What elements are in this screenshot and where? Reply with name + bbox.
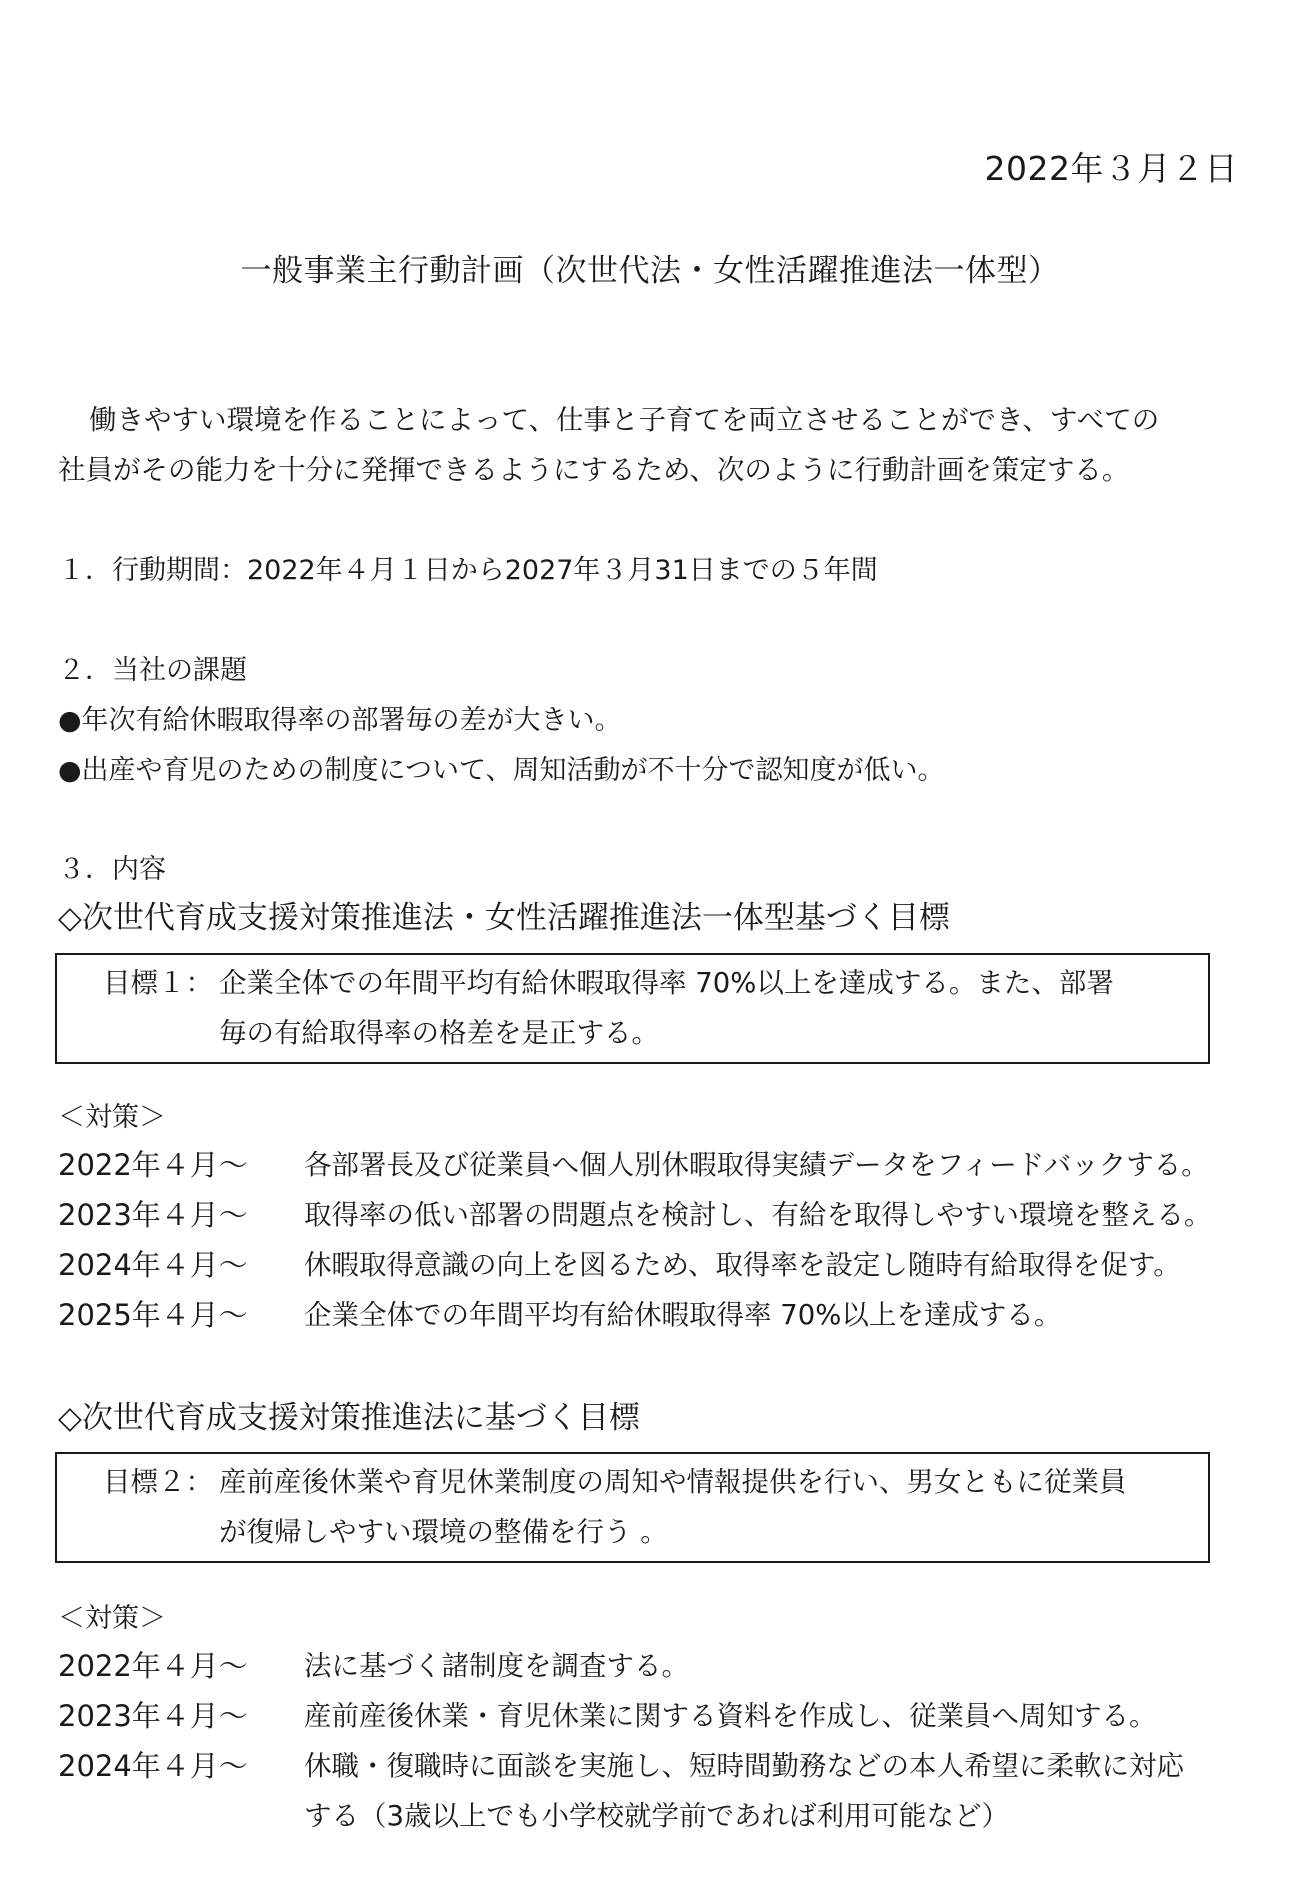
measure-text: 法に基づく諸制度を調査する。 [304, 1650, 689, 1682]
measure-period: 2024年４月～ [58, 1248, 248, 1282]
measure-row [58, 1140, 1212, 1190]
measure-text: 各部署長及び従業員へ個人別休暇取得実績データをフィードバックする。 [304, 1149, 1209, 1181]
goal-text-line: 毎の有給取得率の格差を是正する。 [219, 1017, 659, 1049]
measure-row [58, 1641, 1184, 1691]
measure-text-continuation: する（3歳以上でも小学校就学前であれば利用可能など） [304, 1800, 1009, 1832]
measures-heading: ＜対策＞ [58, 1603, 166, 1634]
measure-row [58, 1240, 1212, 1290]
measure-text: 休暇取得意識の向上を図るため、取得率を設定し随時有給取得を促す。 [304, 1249, 1181, 1281]
intro-line-2: 社員がその能力を十分に発揮できるようにするため、次のように行動計画を策定する。 [58, 454, 1130, 486]
goal-group-subheading: ◇次世代育成支援対策推進法・女性活躍推進法一体型基づく目標 [58, 900, 950, 936]
measures-list [58, 1140, 1212, 1340]
goal-text [219, 958, 1114, 1058]
measure-row [58, 1290, 1212, 1340]
goal-text-line: が復帰しやすい環境の整備を行う 。 [219, 1516, 668, 1548]
intro-line-1: 働きやすい環境を作ることによって、仕事と子育てを両立させることができ、すべての [89, 404, 1160, 436]
measure-period: 2025年４月～ [58, 1298, 248, 1332]
goal-box [55, 953, 1210, 1064]
section-3-heading: ３．内容 [58, 854, 166, 885]
measure-row [58, 1691, 1184, 1741]
issue-item: ●出産や育児のための制度について、周知活動が不十分で認知度が低い。 [58, 755, 945, 786]
document-title: 一般事業主行動計画（次世代法・女性活躍推進法一体型） [240, 253, 1060, 289]
measure-period: 2022年４月～ [58, 1148, 248, 1182]
issue-item: ●年次有給休暇取得率の部署毎の差が大きい。 [58, 705, 622, 736]
goal-text-line: 企業全体での年間平均有給休暇取得率 70%以上を達成する。また、部署 [219, 967, 1114, 999]
goal-text [219, 1457, 1127, 1557]
measures-heading: ＜対策＞ [58, 1102, 166, 1133]
measure-row [58, 1190, 1212, 1240]
measure-row [58, 1741, 1184, 1791]
intro-paragraph [58, 395, 1248, 495]
measure-text: 取得率の低い部署の問題点を検討し、有給を取得しやすい環境を整える。 [304, 1199, 1212, 1231]
measure-text: 産前産後休業・育児休業に関する資料を作成し、従業員へ周知する。 [304, 1700, 1157, 1732]
measure-period: 2024年４月～ [58, 1749, 248, 1783]
measure-period: 2023年４月～ [58, 1198, 248, 1232]
document-date: 2022年３月２日 [984, 149, 1238, 188]
section-1-action-period: １．行動期間：2022年４月１日から2027年３月31日までの５年間 [58, 555, 878, 586]
measure-text: 休職・復職時に面談を実施し、短時間勤務などの本人希望に柔軟に対応 [304, 1750, 1184, 1782]
goal-label: 目標２： [103, 1466, 213, 1498]
section-2-heading: ２．当社の課題 [58, 655, 247, 686]
measures-list [58, 1641, 1184, 1841]
measure-period: 2022年４月～ [58, 1649, 248, 1683]
goal-text-line: 産前産後休業や育児休業制度の周知や情報提供を行い、男女ともに従業員 [219, 1466, 1127, 1498]
goal-label: 目標１： [103, 967, 213, 999]
measure-text: 企業全体での年間平均有給休暇取得率 70%以上を達成する。 [304, 1299, 1062, 1331]
goal-box [55, 1452, 1210, 1563]
goal-group-subheading: ◇次世代育成支援対策推進法に基づく目標 [58, 1400, 640, 1436]
measure-period: 2023年４月～ [58, 1699, 248, 1733]
